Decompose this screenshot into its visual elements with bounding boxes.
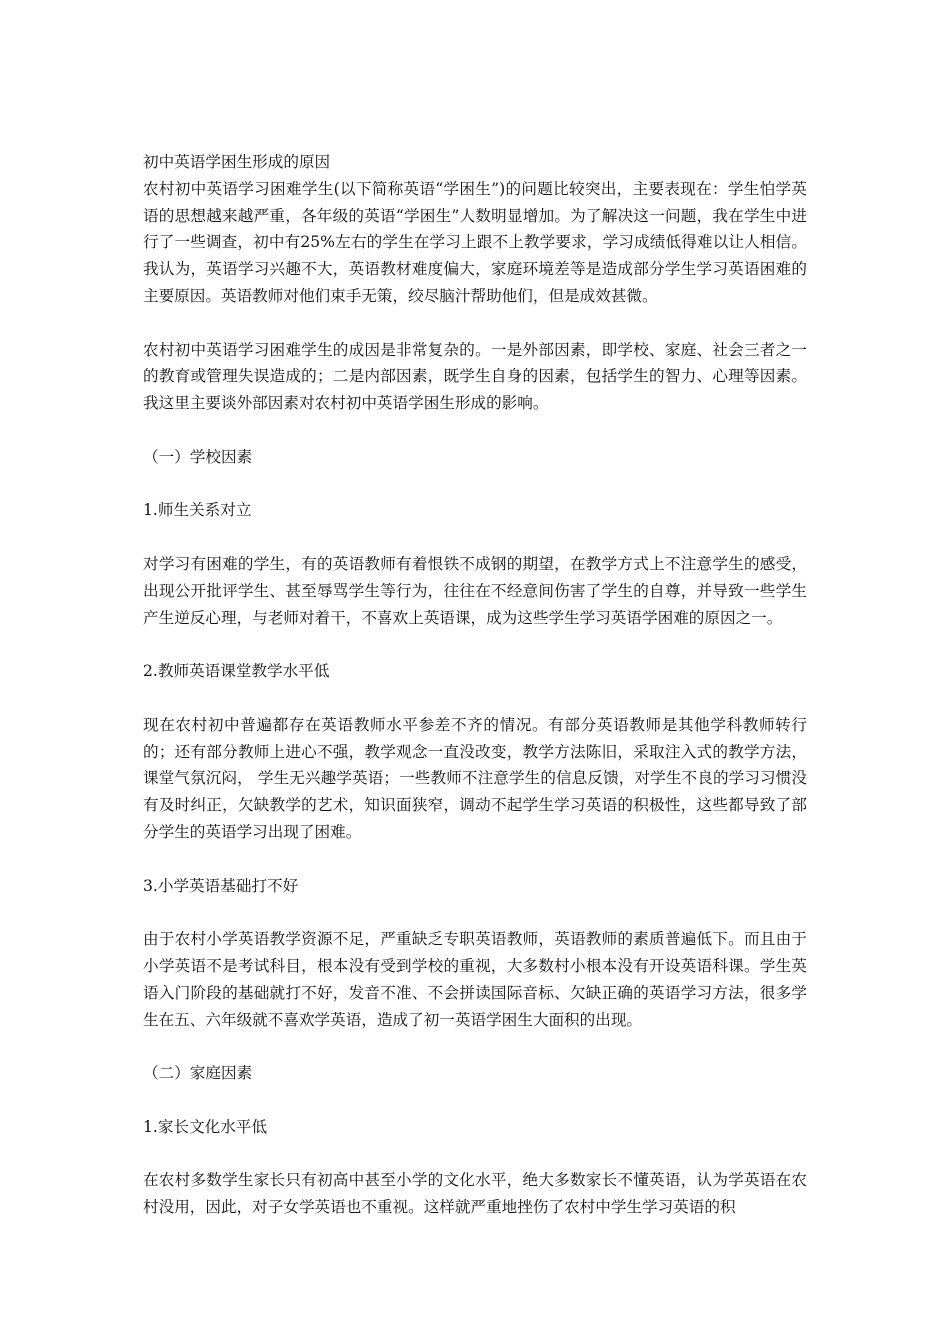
- document-page: [143, 149, 807, 1221]
- subheading-primary-foundation: 3.小学英语基础打不好: [143, 876, 299, 895]
- subheading-teacher-student-relationship: 1.师生关系对立: [143, 501, 252, 520]
- subheading-teaching-level: 2.教师英语课堂教学水平低: [143, 662, 330, 681]
- paragraph-teaching-level: 现在农村初中普遍都存在英语教师水平参差不齐的情况。有部分英语教师是其他学科教师转行的；还有部分教师上进心不强，教学观念一直没改变，教学方法陈旧，采取注入式的教学方法，课堂气氛沉闷， 学生无兴趣学英语；一些教师不注意学生的信息反馈，对学生不良的学习习惯没有及时纠正，欠缺教学的艺术，知识面狭窄，调动不起学生学习英语的积极性，这些都导致了部分学生的英语学习出现了困难。: [143, 715, 807, 841]
- paragraph-parent-education: 在农村多数学生家长只有初高中甚至小学的文化水平，绝大多数家长不懂英语，认为学英语在农村没用，因此，对子女学英语也不重视。这样就严重地挫伤了农村中学生学习英语的积: [143, 1171, 807, 1217]
- paragraph-teacher-student-relationship: 对学习有困难的学生，有的英语教师有着恨铁不成钢的期望，在教学方式上不注意学生的感受，出现公开批评学生、甚至辱骂学生等行为，往往在不经意间伤害了学生的自尊，并导致一些学生产生逆反心理，与老师对着干，不喜欢上英语课，成为这些学生学习英语学困难的原因之一。: [143, 554, 807, 627]
- intro-paragraph: 农村初中英语学习困难学生(以下简称英语“学困生”)的问题比较突出，主要表现在：学生怕学英语的思想越来越严重，各年级的英语“学困生”人数明显增加。为了解决这一问题，我在学生中进行了一些调查，初中有25%左右的学生在学习上跟不上教学要求，学习成绩低得难以让人相信。我认为，英语学习兴趣不大，英语教材难度偏大，家庭环境差等是造成部分学生学习英语困难的主要原因。英语教师对他们束手无策，绞尽脑汁帮助他们，但是成效甚微。: [143, 179, 807, 305]
- document-title: 初中英语学困生形成的原因: [143, 153, 331, 171]
- paragraph-primary-foundation: 由于农村小学英语教学资源不足，严重缺乏专职英语教师，英语教师的素质普遍低下。而且由于小学英语不是考试科目，根本没有受到学校的重视，大多数村小根本没有开设英语科课。学生英语入门阶段的基础就打不好，发音不准、不会拼读国际音标、欠缺正确的英语学习方法，很多学生在五、六年级就不喜欢学英语，造成了初一英语学困生大面积的出现。: [143, 930, 807, 1029]
- section-heading-school: （一）学校因素: [143, 447, 253, 466]
- causes-paragraph: 农村初中英语学习困难学生的成因是非常复杂的。一是外部因素，即学校、家庭、社会三者之一的教育或管理失误造成的；二是内部因素，既学生自身的因素，包括学生的智力、心理等因素。我这里主要谈外部因素对农村初中英语学困生形成的影响。: [143, 340, 807, 413]
- section-heading-family: （二）家庭因素: [143, 1064, 253, 1083]
- subheading-parent-education: 1.家长文化水平低: [143, 1117, 268, 1136]
